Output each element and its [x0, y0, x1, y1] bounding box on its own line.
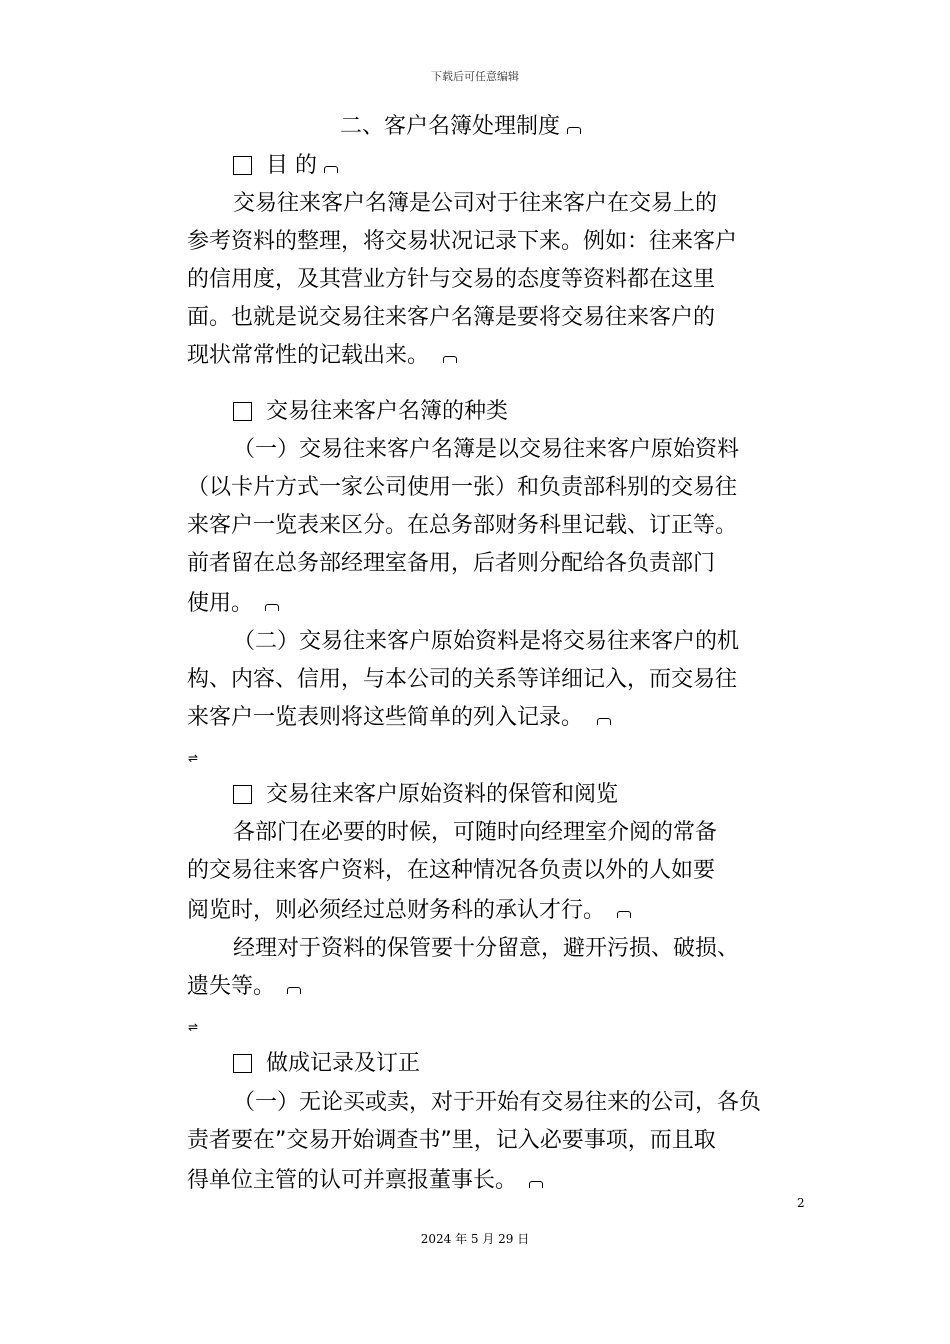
paragraph-line: 的信用度，及其营业方针与交易的态度等资料都在这里: [187, 267, 716, 292]
paragraph-mark-icon: [597, 718, 611, 725]
checkbox-icon: [233, 785, 252, 804]
paragraph-mark-icon: [443, 356, 457, 363]
section-heading-purpose: 目 的: [233, 151, 338, 181]
paragraph-line: （二）交易往来客户原始资料是将交易往来客户的机: [233, 629, 740, 654]
section-break-mark: ⇌: [188, 751, 199, 765]
paragraph-mark-icon: [567, 127, 581, 134]
paragraph-line: 现状常常性的记载出来。: [187, 341, 457, 371]
paragraph-line: 责者要在”交易开始调查书”里，记入必要事项，而且取: [187, 1128, 716, 1153]
paragraph-line: 参考资料的整理，将交易状况记录下来。例如：往来客户: [187, 229, 738, 254]
paragraph-mark-icon: [287, 987, 301, 994]
paragraph-line: 阅览时，则必须经过总财务科的承认才行。: [187, 896, 631, 926]
paragraph-line: （一）无论买或卖，对于开始有交易往来的公司，各负: [233, 1090, 762, 1115]
checkbox-icon: [233, 156, 252, 175]
checkbox-icon: [233, 402, 252, 421]
paragraph-line: （一）交易往来客户名簿是以交易往来客户原始资料: [233, 437, 740, 462]
paragraph-line: 遗失等。: [187, 972, 301, 1002]
paragraph-line: 前者留在总务部经理室备用，后者则分配给各负责部门: [187, 551, 716, 576]
paragraph-mark-icon: [617, 911, 631, 918]
section-heading-types: 交易往来客户名簿的种类: [233, 397, 508, 427]
page-header: 下载后可任意编辑: [431, 70, 519, 83]
paragraph-line: 各部门在必要的时候，可随时向经理室介阅的常备: [233, 820, 718, 845]
paragraph-line: 交易往来客户名簿是公司对于往来客户在交易上的: [233, 191, 718, 216]
paragraph-line: 面。也就是说交易往来客户名簿是要将交易往来客户的: [187, 305, 716, 330]
paragraph-mark-icon: [529, 1181, 543, 1188]
section-heading-custody: 交易往来客户原始资料的保管和阅览: [233, 780, 618, 810]
paragraph-line: 得单位主管的认可并禀报董事长。: [187, 1166, 543, 1196]
paragraph-line: 使用。: [187, 589, 279, 619]
paragraph-line: （以卡片方式一家公司使用一张）和负责部科别的交易往: [187, 475, 738, 500]
section-heading-records: 做成记录及订正: [233, 1049, 420, 1079]
page-number: 2: [797, 1196, 805, 1210]
paragraph-line: 的交易往来客户资料，在这种情况各负责以外的人如要: [187, 858, 716, 883]
paragraph-line: 构、内容、信用，与本公司的关系等详细记入，而交易往: [187, 667, 738, 692]
paragraph-mark-icon: [265, 604, 279, 611]
paragraph-line: 来客户一览表来区分。在总务部财务科里记载、订正等。: [187, 513, 738, 538]
document-title: 二、客户名簿处理制度: [340, 112, 581, 142]
section-break-mark: ⇌: [188, 1020, 199, 1034]
footer-date: 2024 年 5 月 29 日: [420, 1232, 530, 1246]
paragraph-line: 经理对于资料的保管要十分留意，避开污损、破损、: [233, 936, 740, 961]
checkbox-icon: [233, 1054, 252, 1073]
paragraph-line: 来客户一览表则将这些简单的列入记录。: [187, 703, 611, 733]
paragraph-mark-icon: [324, 166, 338, 173]
